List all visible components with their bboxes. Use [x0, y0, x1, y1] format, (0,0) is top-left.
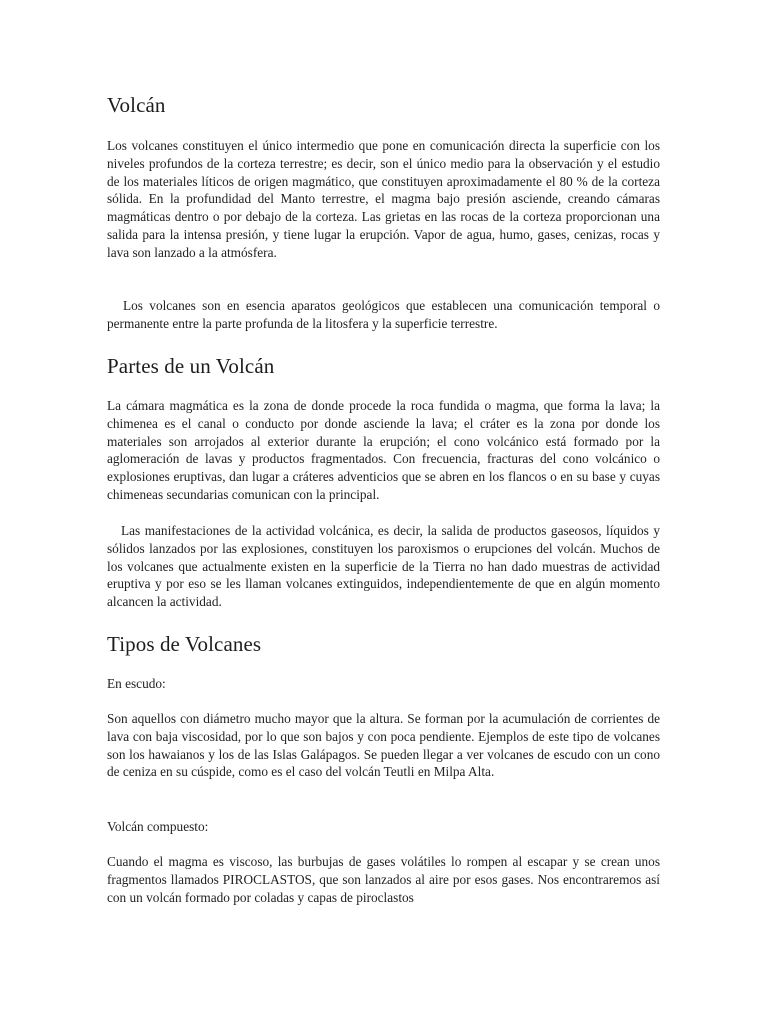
paragraph-partes-manifestaciones: Las manifestaciones de la actividad volcánica, es decir, la salida de productos gaseosos, líquidos y sólidos lanzados por las explosiones, constituyen los paroxismos o erupciones del volcán. Muchos de los volcanes que actualmente existen en la superficie de la Tierra no han dado muestras de actividad eruptiva y por eso se les llaman volcanes extinguidos, independientemente de que en algún momento alcancen la actividad.	[107, 523, 660, 610]
heading-volcan: Volcán	[107, 93, 166, 117]
paragraph-volcan-compuesto: Cuando el magma es viscoso, las burbujas de gases volátiles lo rompen al escapar y se crean unos fragmentos llamados PIROCLASTOS, que son lanzados al aire por esos gases. Nos encontraremos así con un volcán formado por coladas y capas de piroclastos	[107, 854, 660, 905]
heading-tipos: Tipos de Volcanes	[107, 632, 262, 656]
label-en-escudo: En escudo:	[107, 676, 166, 691]
paragraph-partes-description: La cámara magmática es la zona de donde procede la roca fundida o magma, que forma la lava; la chimenea es el canal o conducto por donde asciende la lava; el cráter es la zona por donde los materiales son arrojados al exterior durante la erupción; el cono volcánico está formado por la aglomeración de lavas y productos fragmentados. Con frecuencia, fracturas del cono volcánico o explosiones eruptivas, dan lugar a cráteres adventicios que se abren en los flancos o en su base y cuyas chimeneas secundarias comunican con la principal.	[107, 398, 660, 502]
label-volcan-compuesto: Volcán compuesto:	[107, 819, 209, 834]
paragraph-volcan-definition: Los volcanes son en esencia aparatos geológicos que establecen una comunicación temporal o permanente entre la parte profunda de la litosfera y la superficie terrestre.	[107, 298, 660, 331]
paragraph-volcan-intro: Los volcanes constituyen el único intermedio que pone en comunicación directa la superficie con los niveles profundos de la corteza terrestre; es decir, son el único medio para la observación y el estudio de los materiales líticos de origen magmático, que constituyen aproximadamente el 80 % de la corteza sólida. En la profundidad del Manto terrestre, el magma bajo presión asciende, creando cámaras magmáticas dentro o por debajo de la corteza. Las grietas en las rocas de la corteza proporcionan una salida para la intensa presión, y tiene lugar la erupción. Vapor de agua, humo, gases, cenizas, rocas y lava son lanzado a la atmósfera.	[107, 138, 660, 260]
paragraph-en-escudo: Son aquellos con diámetro mucho mayor que la altura. Se forman por la acumulación de corrientes de lava con baja viscosidad, por lo que son bajos y con poca pendiente. Ejemplos de este tipo de volcanes son los hawaianos y los de las Islas Galápagos. Se pueden llegar a ver volcanes de escudo con un cono de ceniza en su cúspide, como es el caso del volcán Teutli en Milpa Alta.	[107, 711, 660, 780]
heading-partes: Partes de un Volcán	[107, 354, 275, 378]
